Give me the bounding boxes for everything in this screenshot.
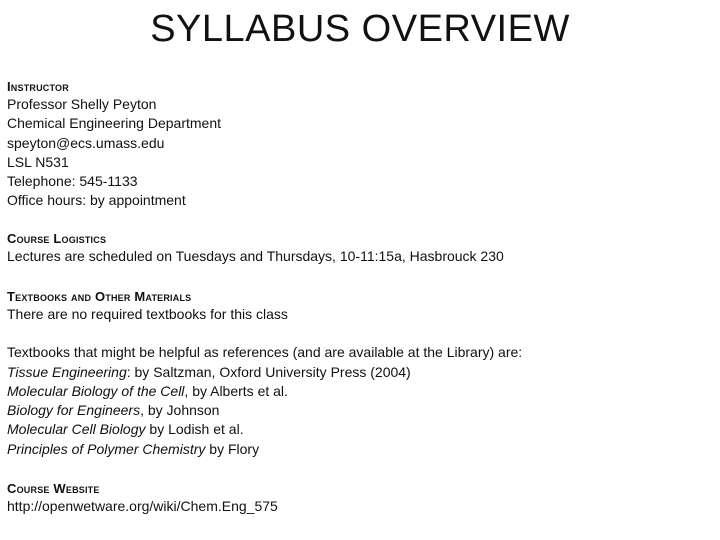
logistics-heading: Course Logistics: [7, 231, 107, 246]
book-details: by Lodish et al.: [145, 421, 244, 438]
instructor-section: [7, 78, 707, 211]
website-heading: Course Website: [7, 481, 100, 496]
book-item: [7, 401, 707, 420]
book-item: [7, 440, 707, 459]
book-details: : by Saltzman, Oxford University Press (2004): [126, 363, 411, 380]
instructor-office: LSL N531: [7, 153, 69, 170]
book-details: , by Johnson: [140, 402, 220, 419]
book-item: [7, 382, 707, 401]
page-title: SYLLABUS OVERVIEW: [150, 8, 570, 50]
logistics-text: Lectures are scheduled on Tuesdays and Thursdays, 10-11:15a, Hasbrouck 230: [7, 248, 504, 264]
instructor-telephone: Telephone: 545-1133: [7, 173, 138, 190]
instructor-name: Professor Shelly Peyton: [7, 96, 157, 112]
instructor-heading: Instructor: [7, 79, 69, 94]
textbooks-none-text: There are no required textbooks for this class: [7, 306, 288, 322]
textbooks-intro: Textbooks that might be helpful as references (and are available at the Library) are:: [7, 344, 523, 361]
textbooks-heading: Textbooks and Other Materials: [7, 289, 192, 304]
book-details: by Flory: [205, 440, 260, 457]
book-item: [7, 420, 707, 439]
instructor-email[interactable]: speyton@ecs.umass.edu: [7, 134, 165, 151]
book-title: Molecular Cell Biology: [7, 421, 146, 438]
book-details: , by Alberts et al.: [184, 382, 288, 399]
book-title: Principles of Polymer Chemistry: [7, 440, 206, 457]
website-link[interactable]: http://openwetware.org/wiki/Chem.Eng_575: [7, 498, 278, 514]
textbooks-section: [7, 288, 707, 459]
book-title: Tissue Engineering: [7, 363, 127, 380]
instructor-office-hours: Office hours: by appointment: [7, 192, 186, 209]
book-title: Molecular Biology of the Cell: [7, 382, 185, 399]
book-item: [7, 363, 707, 382]
instructor-department: Chemical Engineering Department: [7, 115, 221, 132]
website-section: [7, 480, 707, 516]
book-title: Biology for Engineers: [7, 402, 141, 419]
logistics-section: [7, 230, 707, 266]
